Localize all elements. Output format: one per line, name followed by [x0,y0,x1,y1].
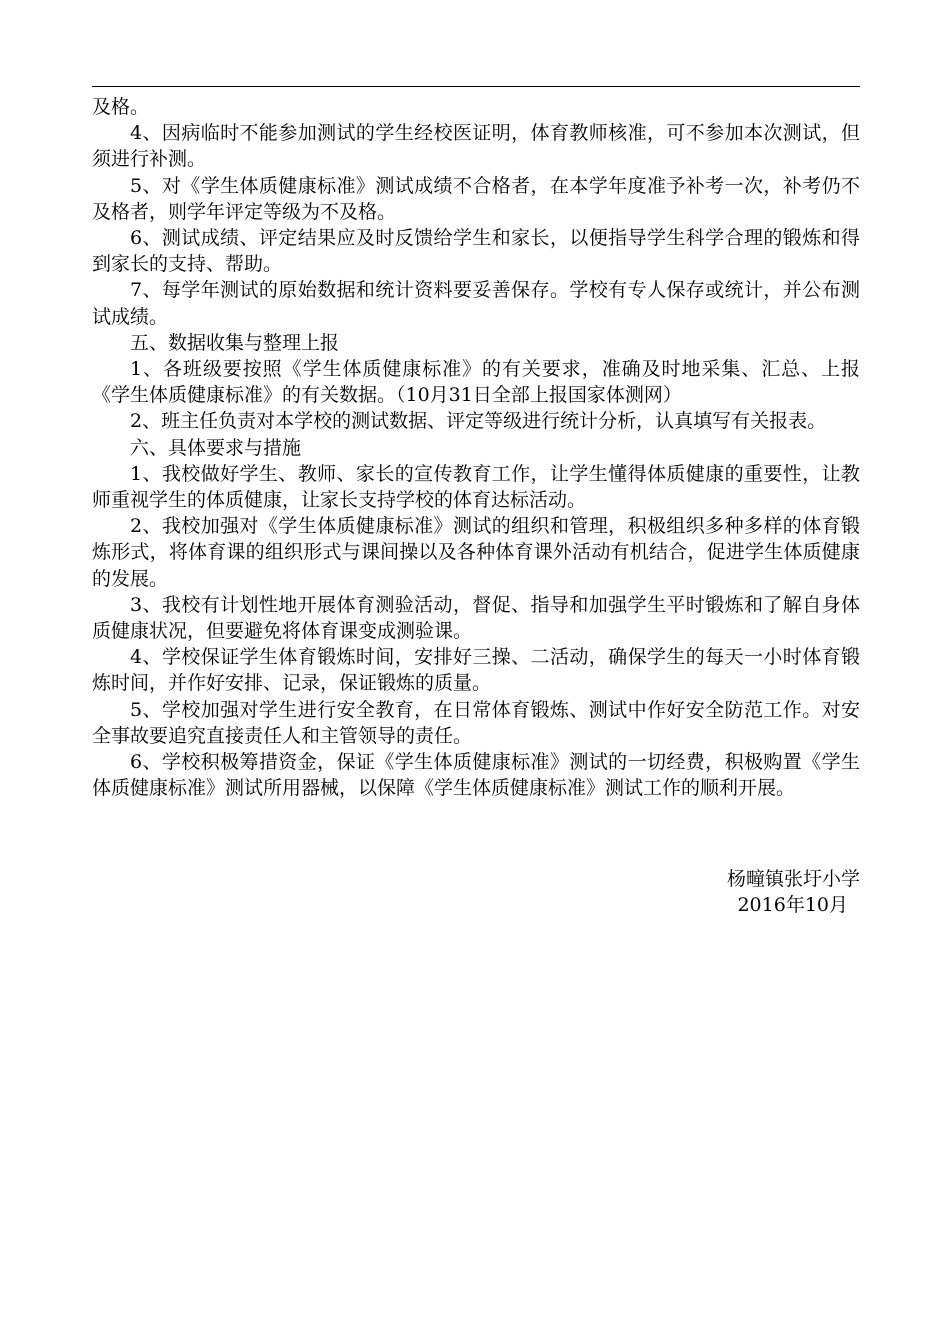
document-body [92,94,860,801]
paragraph-requirement-3: 3、我校有计划性地开展体育测验活动，督促、指导和加强学生平时锻炼和了解自身体质健康状况，但要避免将体育课变成测验课。 [92,593,860,643]
paragraph-requirement-4: 4、学校保证学生体育锻炼时间，安排好三操、二活动，确保学生的每天一小时体育锻炼时间，并作好安排、记录，保证锻炼的质量。 [92,646,860,695]
signature-school-name: 杨疃镇张圩小学 [726,868,860,890]
paragraph-requirement-6: 6、学校积极筹措资金，保证《学生体质健康标准》测试的一切经费，积极购置《学生体质健康标准》测试所用器械，以保障《学生体质健康标准》测试工作的顺利开展。 [92,751,860,800]
signature-date: 2016年10月 [737,894,848,917]
paragraph-data-item-2: 2、班主任负责对本学校的测试数据、评定等级进行统计分析，认真填写有关报表。 [130,410,827,433]
paragraph-item-5-makeup-exam: 5、对《学生体质健康标准》测试成绩不合格者，在本学年度准予补考一次，补考仍不及格者，则学年评定等级为不及格。 [92,174,860,223]
header-rule [92,86,860,87]
paragraph-continuation: 及格。 [92,96,150,118]
section-heading-requirements: 六、具体要求与措施 [130,436,302,459]
paragraph-requirement-2: 2、我校加强对《学生体质健康标准》测试的组织和管理，积极组织多种多样的体育锻炼形式，将体育课的组织形式与课间操以及各种体育课外活动有机结合，促进学生体质健康的发展。 [92,515,860,590]
paragraph-data-item-1: 1、各班级要按照《学生体质健康标准》的有关要求，准确及时地采集、汇总、上报《学生体质健康标准》的有关数据。（10月31日全部上报国家体测网） [92,358,860,407]
section-heading-data-collection: 五、数据收集与整理上报 [130,331,340,354]
paragraph-item-7-data-storage: 7、每学年测试的原始数据和统计资料要妥善保存。学校有专人保存或统计，并公布测试成绩。 [92,279,860,328]
paragraph-item-6-feedback: 6、测试成绩、评定结果应及时反馈给学生和家长，以便指导学生科学合理的锻炼和得到家长的支持、帮助。 [92,227,860,276]
paragraph-requirement-1: 1、我校做好学生、教师、家长的宣传教育工作，让学生懂得体质健康的重要性，让教师重视学生的体质健康，让家长支持学校的体育达标活动。 [92,462,860,512]
paragraph-item-4-retest: 4、因病临时不能参加测试的学生经校医证明，体育教师核准，可不参加本次测试，但须进行补测。 [92,122,860,171]
paragraph-requirement-5: 5、学校加强对学生进行安全教育，在日常体育锻炼、测试中作好安全防范工作。对安全事故要追究直接责任人和主管领导的责任。 [92,698,860,747]
signature-block [560,866,860,918]
